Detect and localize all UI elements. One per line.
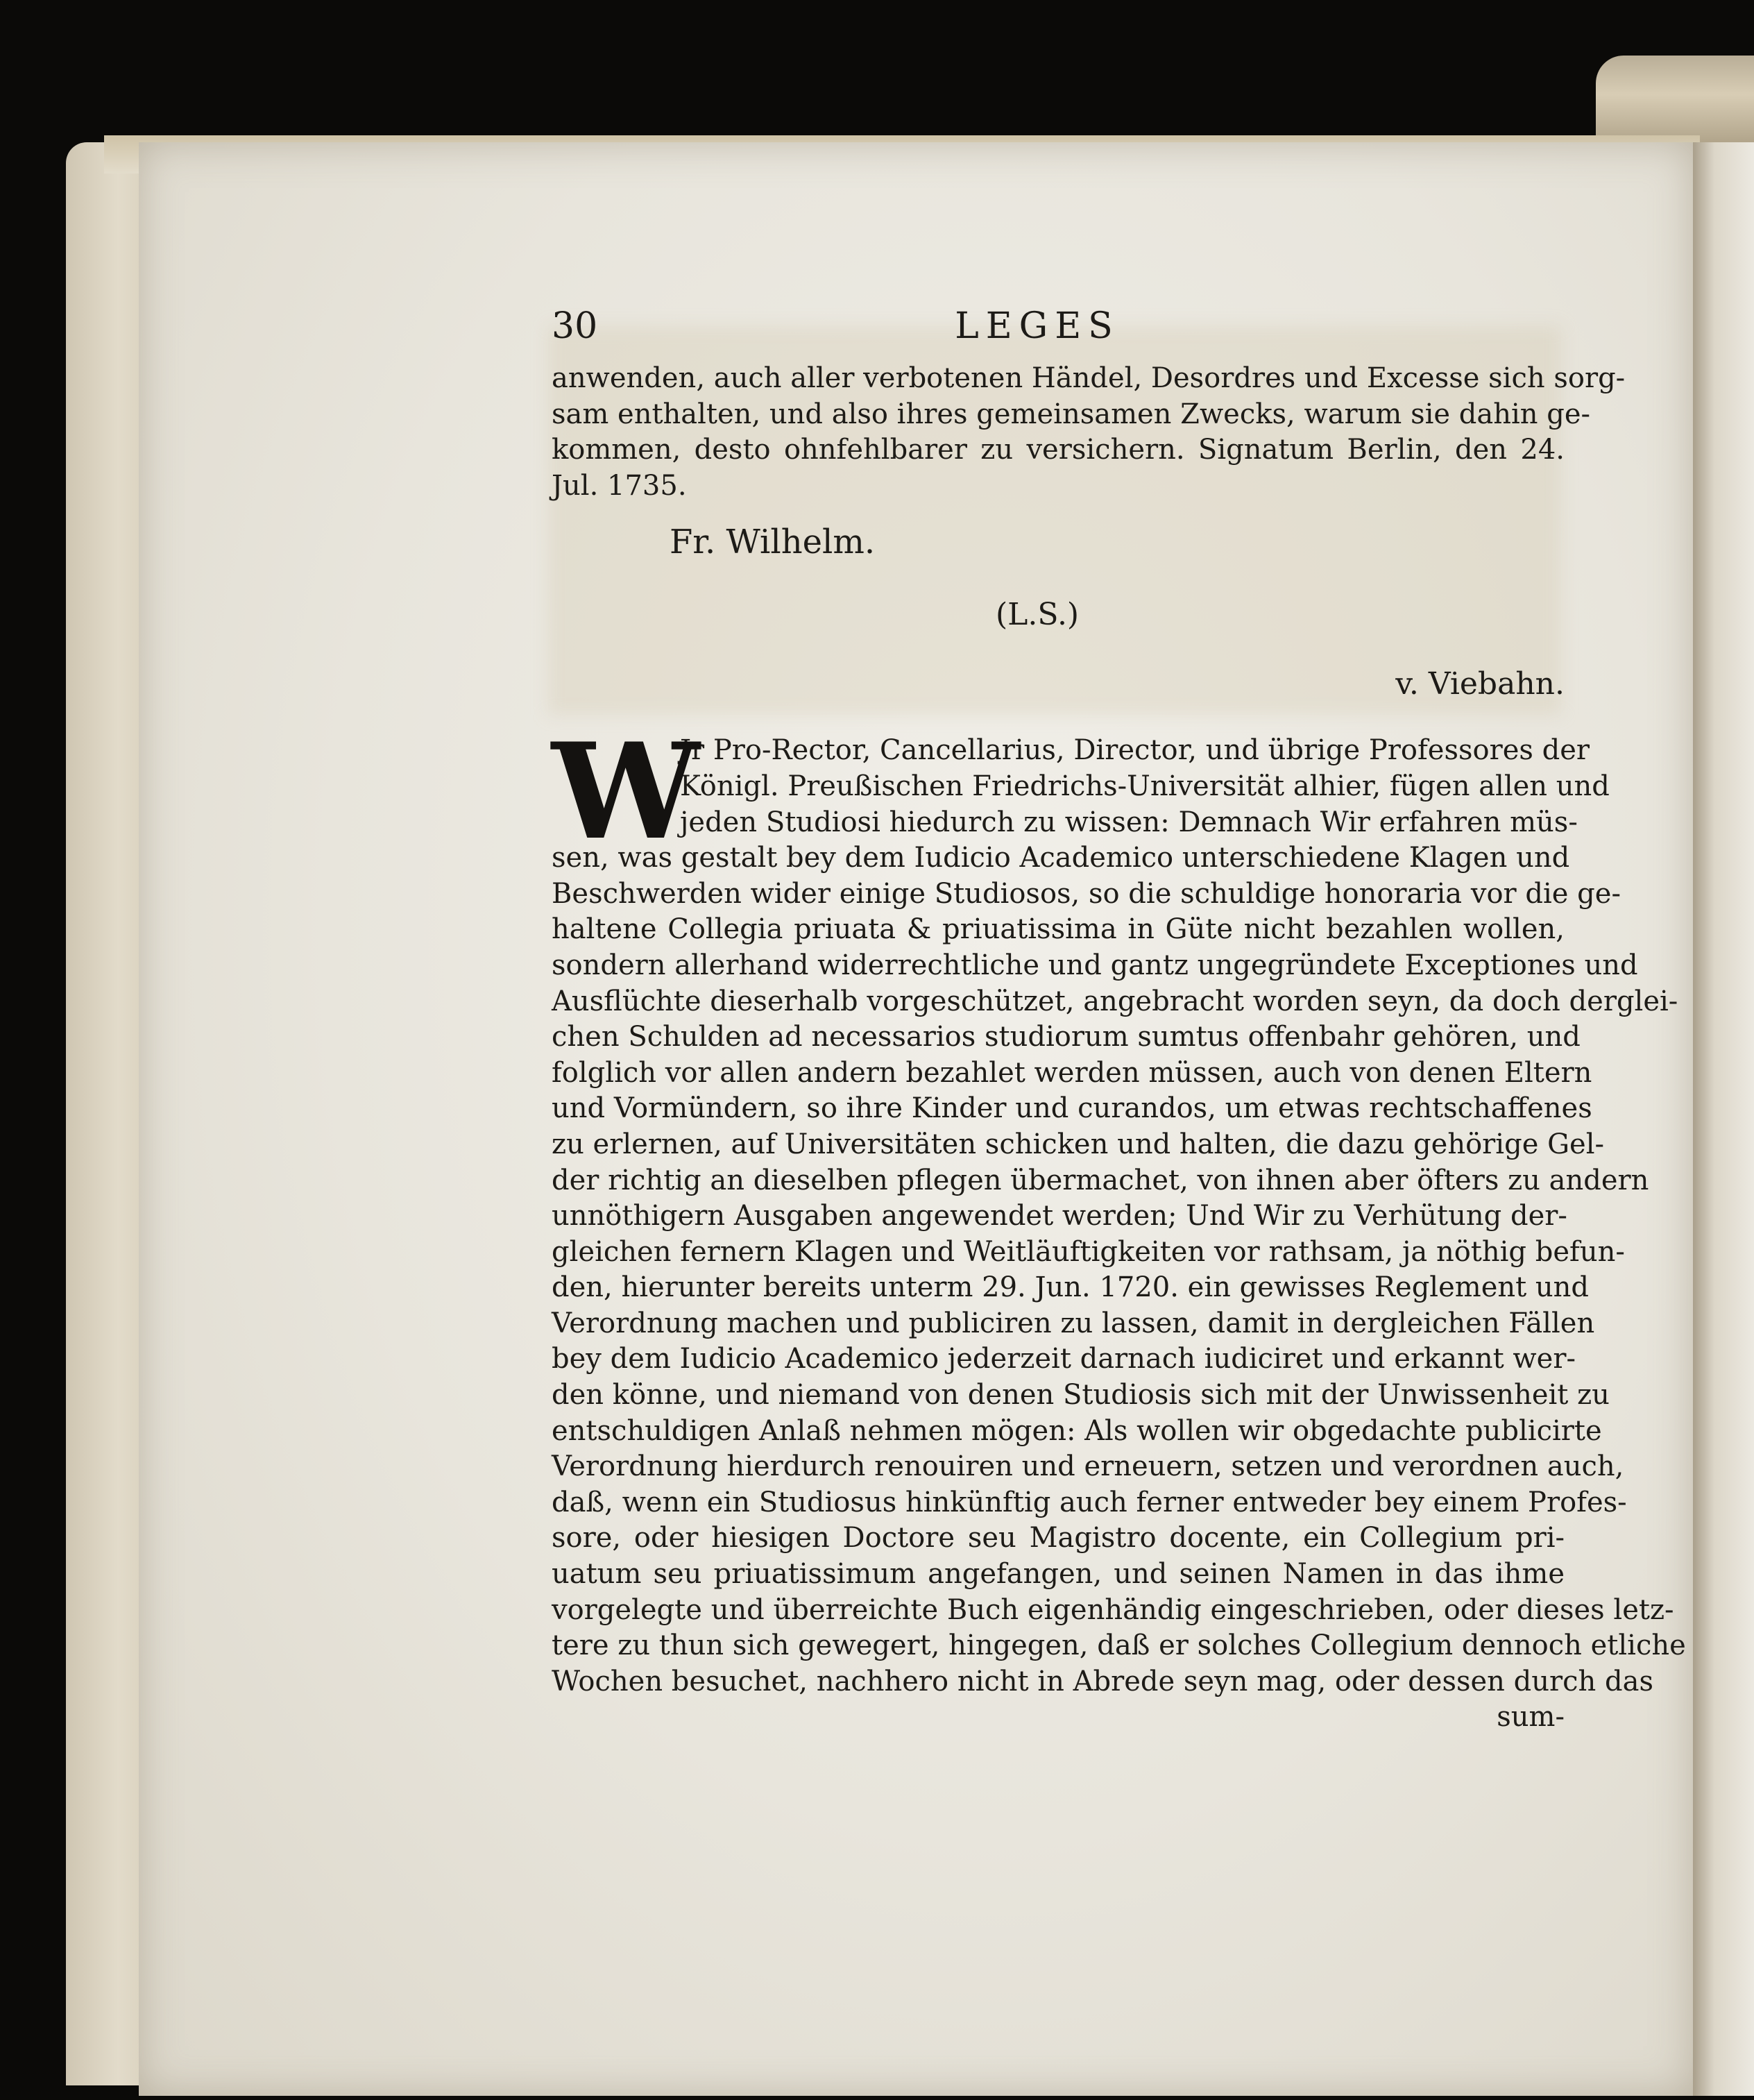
text-line: der richtig an dieselben pflegen übermachet, von ihnen aber öfters zu andern xyxy=(552,1164,1649,1196)
text-line: uatum seu priuatissimum angefangen, und seinen Namen in das ihme xyxy=(552,1558,1565,1591)
text-line: Beschwerden wider einige Studiosos, so die schuldige honoraria vor die ge- xyxy=(552,877,1621,910)
text-block xyxy=(552,305,1686,1736)
text-line: und Vormündern, so ihre Kinder und curandos, um etwas rechtschaffenes xyxy=(552,1092,1592,1125)
text-line: sen, was gestalt bey dem Iudicio Academico unterschiedene Klagen und xyxy=(552,842,1570,874)
page-header xyxy=(552,305,1565,361)
text-line: unnöthigern Ausgaben angewendet werden; Und Wir zu Verhütung der- xyxy=(552,1200,1567,1233)
text-line: Ausflüchte dieserhalb vorgeschützet, angebracht worden seyn, da doch derglei- xyxy=(552,985,1678,1017)
text-line: kommen, desto ohnfehlbarer zu versichern. Signatum Berlin, den 24. xyxy=(552,434,1565,466)
book-gutter xyxy=(1693,142,1754,2096)
text-line: sam enthalten, und also ihres gemeinsamen Zwecks, warum sie dahin ge- xyxy=(552,398,1591,430)
text-line: gleichen fernern Klagen und Weitläuftigkeiten vor rathsam, ja nöthig befun- xyxy=(552,1235,1625,1268)
dropcap: W xyxy=(552,714,700,870)
text-line: chen Schulden ad necessarios studiorum sumtus offenbahr gehören, und xyxy=(552,1021,1581,1053)
text-line: sondern allerhand widerrechtliche und gantz ungegründete Exceptiones und xyxy=(552,949,1638,981)
text-line: Königl. Preußischen Friedrichs-Universität alhier, fügen allen und xyxy=(680,770,1610,802)
text-line: bey dem Iudicio Academico jederzeit darnach iudiciret und erkannt wer- xyxy=(552,1343,1576,1375)
signature-name: Fr. Wilhelm. xyxy=(670,523,876,562)
text-line: jeden Studiosi hiedurch zu wissen: Demnach Wir erfahren müs- xyxy=(680,806,1578,838)
text-line: sore, oder hiesigen Doctore seu Magistro docente, ein Collegium pri- xyxy=(552,1522,1565,1555)
text-line: Jul. 1735. xyxy=(552,469,687,502)
paragraph-2 xyxy=(552,714,1686,1736)
text-line: daß, wenn ein Studiosus hinkünftig auch ferner entweder bey einem Profes- xyxy=(552,1486,1627,1518)
running-head: LEGES xyxy=(955,305,1120,347)
text-line: vorgelegte und überreichte Buch eigenhändig eingeschrieben, oder dieses letz- xyxy=(552,1593,1674,1626)
seal-mark: (L.S.) xyxy=(996,597,1080,633)
catchword: sum- xyxy=(1497,1701,1565,1734)
text-line: entschuldigen Anlaß nehmen mögen: Als wollen wir obgedachte publicirte xyxy=(552,1414,1602,1447)
text-line: zu erlernen, auf Universitäten schicken und halten, die dazu gehörige Gel- xyxy=(552,1128,1605,1160)
page-number: 30 xyxy=(552,305,598,347)
text-line: Jr Pro-Rector, Cancellarius, Director, und übrige Professores der xyxy=(680,734,1590,767)
text-line: Verordnung hierdurch renouiren und erneuern, setzen und verordnen auch, xyxy=(552,1450,1624,1483)
text-line: den könne, und niemand von denen Studiosis sich mit der Unwissenheit zu xyxy=(552,1379,1610,1412)
text-line: Wochen besuchet, nachhero nicht in Abrede seyn mag, oder dessen durch das xyxy=(552,1665,1653,1697)
text-line: anwenden, auch aller verbotenen Händel, Desordres und Excesse sich sorg- xyxy=(552,362,1626,394)
text-line: Verordnung machen und publiciren zu lassen, damit in dergleichen Fällen xyxy=(552,1307,1595,1339)
text-line: folglich vor allen andern bezahlet werden müssen, auch von denen Eltern xyxy=(552,1056,1592,1089)
countersignature: v. Viebahn. xyxy=(1395,666,1565,702)
text-line: haltene Collegia priuata & priuatissima in Güte nicht bezahlen wollen, xyxy=(552,913,1565,946)
text-line: den, hierunter bereits unterm 29. Jun. 1720. ein gewisses Reglement und xyxy=(552,1271,1590,1304)
text-line: tere zu thun sich gewegert, hingegen, daß er solches Collegium dennoch etliche xyxy=(552,1629,1686,1662)
paragraph-1 xyxy=(552,361,1626,504)
